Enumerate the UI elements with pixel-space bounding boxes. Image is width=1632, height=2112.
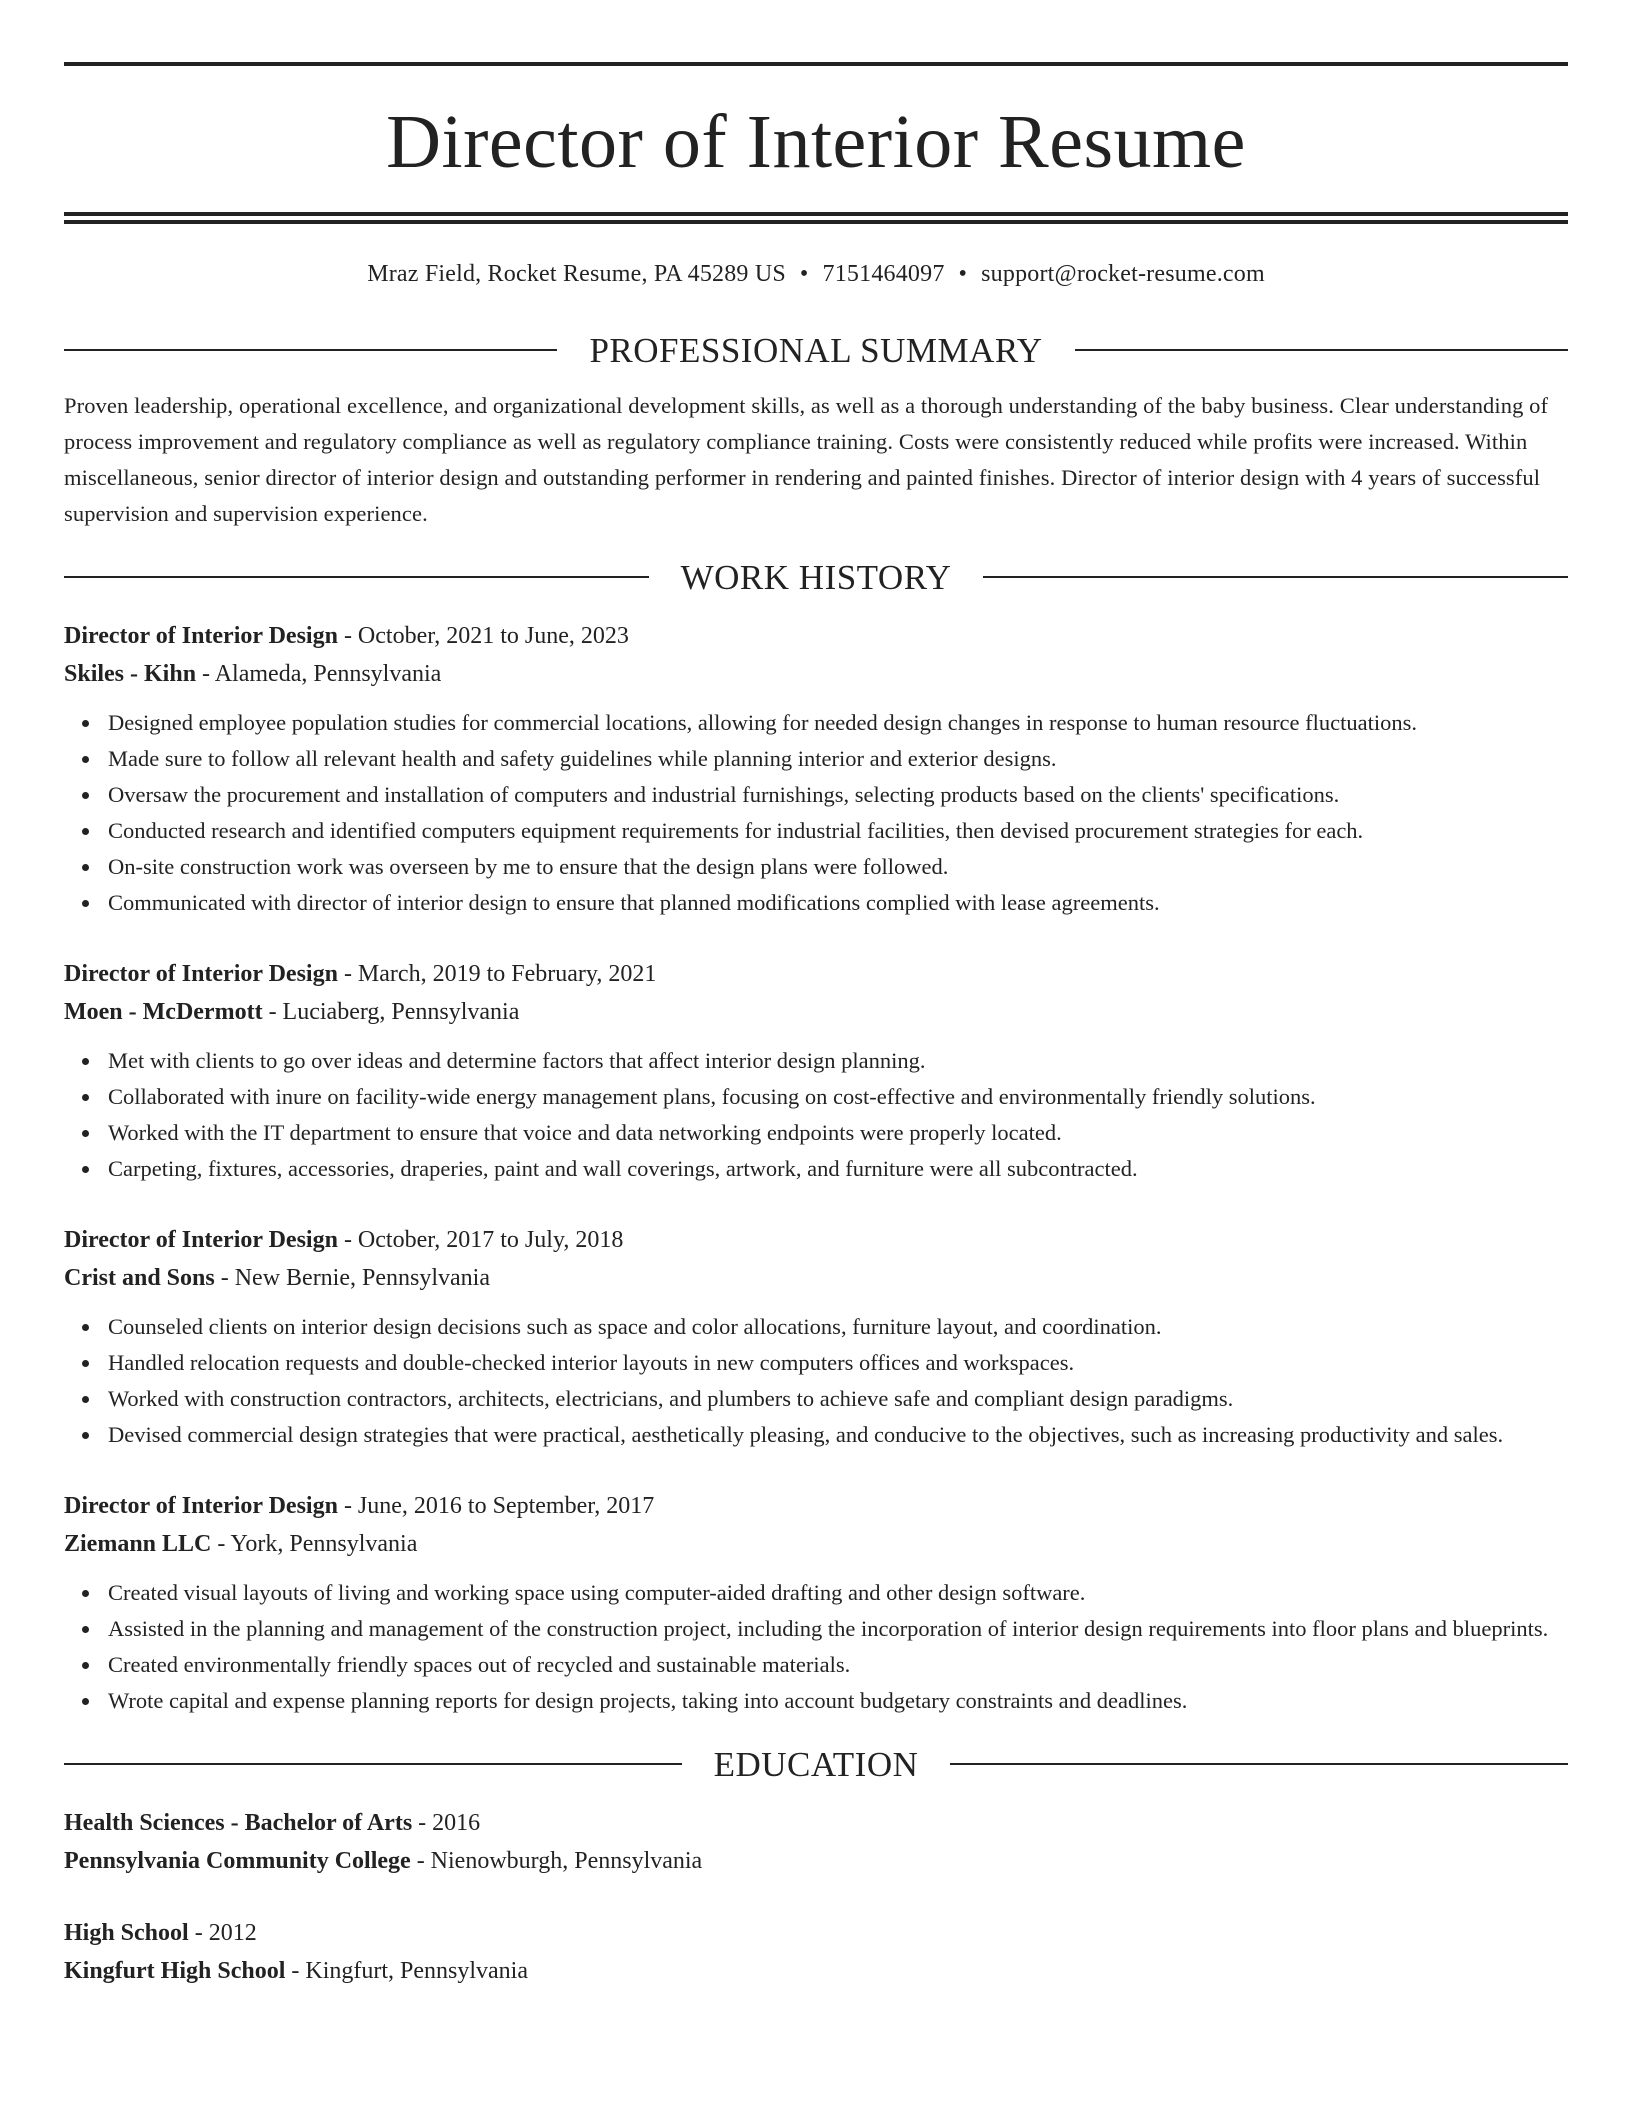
section-title: PROFESSIONAL SUMMARY — [589, 330, 1043, 370]
bullet-dot-icon — [82, 1432, 89, 1439]
job-company-line — [64, 1259, 1568, 1297]
section-rule-right — [983, 576, 1568, 578]
bullet-dot-icon — [82, 1166, 89, 1173]
bullet-dot-icon — [82, 756, 89, 763]
bullet-separator: • — [958, 261, 968, 287]
list-item — [108, 1417, 1568, 1453]
education-entry — [64, 1804, 1568, 1880]
list-item — [108, 1381, 1568, 1417]
list-item — [108, 741, 1568, 777]
job-location: - Luciaberg, Pennsylvania — [262, 998, 520, 1025]
education-school: Pennsylvania Community College — [64, 1847, 411, 1874]
bullet-dot-icon — [82, 1058, 89, 1065]
job-company: Moen - McDermott — [64, 998, 263, 1025]
job-entry — [64, 955, 1568, 1187]
job-role: Director of Interior Design — [64, 622, 338, 649]
bullet-dot-icon — [82, 1360, 89, 1367]
list-item — [108, 705, 1568, 741]
summary-text: Proven leadership, operational excellence, and organizational development skills, as well as a thorough understanding of the baby business. Clear understanding of process improvement and regulatory compliance as well as regulatory compliance training. Costs were consistently reduced while profits were increased. Within miscellaneous, senior director of interior design and outstanding performer in rendering and painted finishes. Director of interior design with 4 years of successful supervision and supervision experience. — [64, 392, 1549, 526]
education-school: Kingfurt High School — [64, 1957, 286, 1984]
education-year: - 2016 — [412, 1809, 481, 1836]
bullet-text: Collaborated with inure on facility-wide energy management plans, focusing on cost-effective and environmentally friendly solutions. — [108, 1083, 1316, 1109]
list-item — [108, 1647, 1568, 1683]
list-item — [108, 885, 1568, 921]
bullet-dot-icon — [82, 828, 89, 835]
section-header-education — [64, 1744, 1568, 1784]
education-degree-line — [64, 1914, 1568, 1952]
contact-line — [64, 260, 1568, 289]
bullet-text: Made sure to follow all relevant health and safety guidelines while planning interior and exterior designs. — [108, 745, 1057, 771]
education-list — [64, 1804, 1568, 1990]
education-degree: Health Sciences - Bachelor of Arts — [64, 1809, 413, 1836]
bullet-text: Oversaw the procurement and installation of computers and industrial furnishings, selecting products based on the clients' specifications. — [108, 781, 1340, 807]
job-company: Crist and Sons — [64, 1264, 215, 1291]
list-item — [108, 1683, 1568, 1719]
job-role: Director of Interior Design — [64, 960, 338, 987]
bullet-text: Communicated with director of interior design to ensure that planned modifications complied with lease agreements. — [108, 889, 1160, 915]
education-degree: High School — [64, 1919, 189, 1946]
job-location: - Alameda, Pennsylvania — [196, 660, 442, 687]
title-double-rule — [64, 212, 1568, 224]
education-degree-line — [64, 1804, 1568, 1842]
job-role: Director of Interior Design — [64, 1492, 338, 1519]
bullet-text: Created environmentally friendly spaces out of recycled and sustainable materials. — [108, 1651, 851, 1677]
section-rule-left — [64, 349, 557, 351]
section-header-summary — [64, 330, 1568, 370]
top-rule — [64, 62, 1568, 66]
job-list — [64, 617, 1568, 1719]
job-title-line — [64, 1221, 1568, 1259]
bullet-text: Designed employee population studies for commercial locations, allowing for needed design changes in response to human resource fluctuations. — [108, 709, 1418, 735]
job-dates: - October, 2021 to June, 2023 — [337, 622, 629, 649]
bullet-text: Met with clients to go over ideas and determine factors that affect interior design planning. — [108, 1047, 926, 1073]
job-company: Skiles - Kihn — [64, 660, 197, 687]
section-rule-left — [64, 1763, 682, 1765]
education-school-line — [64, 1952, 1568, 1990]
bullet-dot-icon — [82, 1626, 89, 1633]
bullet-text: Created visual layouts of living and working space using computer-aided drafting and other design software. — [108, 1579, 1086, 1605]
bullet-text: On-site construction work was overseen by me to ensure that the design plans were followed. — [108, 853, 949, 879]
section-title: EDUCATION — [713, 1744, 919, 1784]
bullet-text: Conducted research and identified computers equipment requirements for industrial facilities, then devised procurement strategies for each. — [108, 817, 1364, 843]
job-company: Ziemann LLC — [64, 1530, 212, 1557]
bullet-dot-icon — [82, 1094, 89, 1101]
bullet-dot-icon — [82, 1130, 89, 1137]
job-entry — [64, 1487, 1568, 1719]
job-title-line — [64, 617, 1568, 655]
bullet-dot-icon — [82, 1324, 89, 1331]
job-bullets — [64, 705, 1568, 921]
job-location: - New Bernie, Pennsylvania — [214, 1264, 490, 1291]
education-location: - Nienowburgh, Pennsylvania — [410, 1847, 703, 1874]
job-entry — [64, 1221, 1568, 1453]
bullet-text: Counseled clients on interior design decisions such as space and color allocations, furniture layout, and coordination. — [108, 1313, 1162, 1339]
bullet-text: Wrote capital and expense planning reports for design projects, taking into account budgetary constraints and deadlines. — [108, 1687, 1188, 1713]
bullet-text: Assisted in the planning and management of the construction project, including the incorporation of interior design requirements into floor plans and blueprints. — [108, 1615, 1549, 1641]
contact-email: support@rocket-resume.com — [981, 261, 1265, 287]
bullet-dot-icon — [82, 1590, 89, 1597]
bullet-dot-icon — [82, 900, 89, 907]
list-item — [108, 1345, 1568, 1381]
bullet-dot-icon — [82, 864, 89, 871]
bullet-text: Worked with construction contractors, architects, electricians, and plumbers to achieve safe and compliant design paradigms. — [108, 1385, 1234, 1411]
job-company-line — [64, 1525, 1568, 1563]
education-location: - Kingfurt, Pennsylvania — [285, 1957, 528, 1984]
job-dates: - October, 2017 to July, 2018 — [337, 1226, 624, 1253]
job-title-line — [64, 1487, 1568, 1525]
section-rule-right — [950, 1763, 1568, 1765]
contact-address: Mraz Field, Rocket Resume, PA 45289 US — [367, 261, 786, 287]
job-dates: - March, 2019 to February, 2021 — [337, 960, 657, 987]
section-rule-right — [1075, 349, 1568, 351]
bullet-text: Carpeting, fixtures, accessories, draperies, paint and wall coverings, artwork, and furniture were all subcontracted. — [108, 1155, 1138, 1181]
job-bullets — [64, 1575, 1568, 1719]
list-item — [108, 813, 1568, 849]
page-title: Director of Interior Resume — [386, 100, 1246, 184]
list-item — [108, 1309, 1568, 1345]
resume-page — [64, 62, 1568, 1990]
list-item — [108, 849, 1568, 885]
bullet-dot-icon — [82, 1396, 89, 1403]
bullet-text: Worked with the IT department to ensure that voice and data networking endpoints were properly located. — [108, 1119, 1062, 1145]
list-item — [108, 1115, 1568, 1151]
bullet-dot-icon — [82, 1662, 89, 1669]
section-header-work-history — [64, 557, 1568, 597]
job-title-line — [64, 955, 1568, 993]
job-role: Director of Interior Design — [64, 1226, 338, 1253]
list-item — [108, 777, 1568, 813]
job-company-line — [64, 655, 1568, 693]
job-bullets — [64, 1043, 1568, 1187]
job-company-line — [64, 993, 1568, 1031]
education-year: - 2012 — [188, 1919, 257, 1946]
bullet-separator: • — [799, 261, 809, 287]
list-item — [108, 1575, 1568, 1611]
list-item — [108, 1151, 1568, 1187]
list-item — [108, 1611, 1568, 1647]
section-title: WORK HISTORY — [680, 557, 952, 597]
contact-phone: 7151464097 — [822, 261, 945, 287]
job-bullets — [64, 1309, 1568, 1453]
job-dates: - June, 2016 to September, 2017 — [337, 1492, 655, 1519]
job-entry — [64, 617, 1568, 921]
list-item — [108, 1043, 1568, 1079]
list-item — [108, 1079, 1568, 1115]
bullet-dot-icon — [82, 720, 89, 727]
education-entry — [64, 1914, 1568, 1990]
bullet-dot-icon — [82, 1698, 89, 1705]
section-rule-left — [64, 576, 649, 578]
bullet-text: Handled relocation requests and double-checked interior layouts in new computers offices and workspaces. — [108, 1349, 1075, 1375]
bullet-text: Devised commercial design strategies that were practical, aesthetically pleasing, and conducive to the objectives, such as increasing productivity and sales. — [108, 1421, 1504, 1447]
education-school-line — [64, 1842, 1568, 1880]
job-location: - York, Pennsylvania — [211, 1530, 418, 1557]
bullet-dot-icon — [82, 792, 89, 799]
